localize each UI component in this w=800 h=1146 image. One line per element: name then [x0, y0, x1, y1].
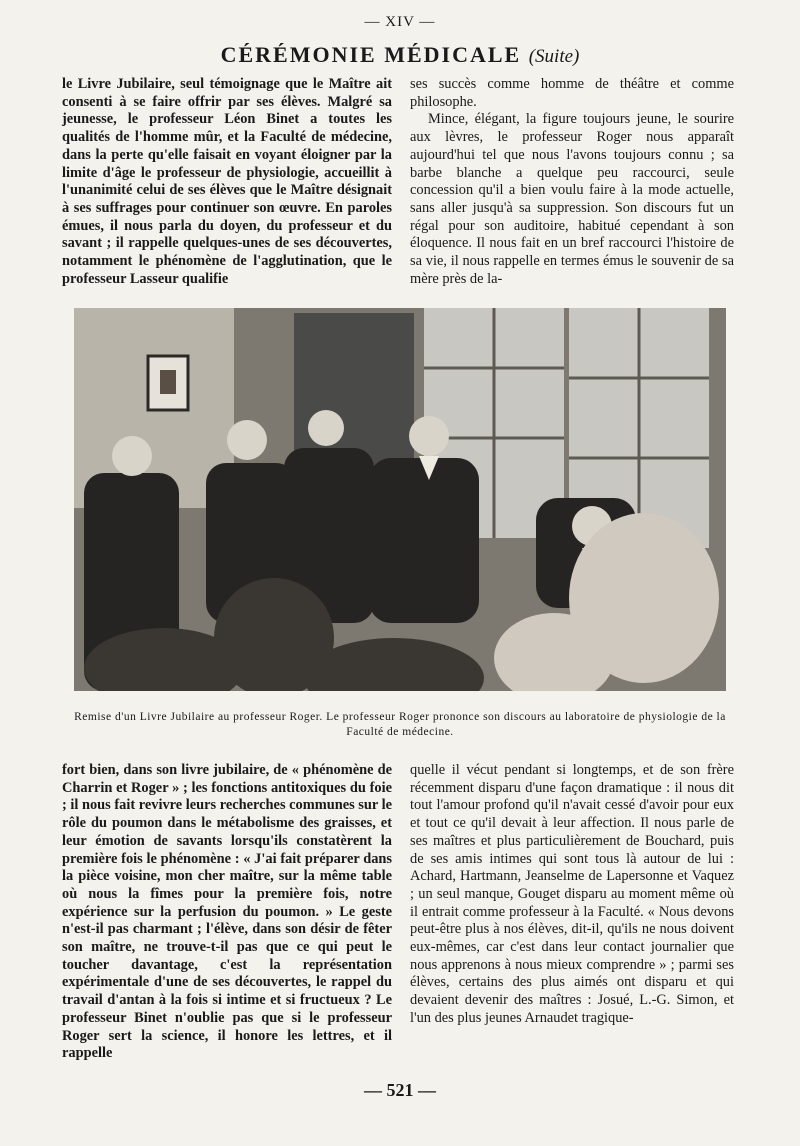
paragraph: ses succès comme homme de théâtre et comme philosophe.: [410, 76, 734, 110]
section-title-suite: (Suite): [528, 46, 580, 67]
paragraph: Mince, élégant, la figure toujours jeune, le sourire aux lèvres, le professeur Roger nous apparaît aujourd'hui tel que nous l'avons toujours connu ; sa barbe blanche a quelque peu raccourci, seule concession qu'il a bien voulu faire à la mode actuelle, sans aller jusqu'à sa suppression. Son discours fut un régal pour son auditoire, habitué cependant à son éloquence. Il nous fait en un bref raccourci l'histoire de sa vie, il nous rappelle en termes émus le souvenir de sa mère près de la-: [410, 111, 734, 287]
paragraph: fort bien, dans son livre jubilaire, de « phénomène de Charrin et Roger » ; les fonctions antitoxiques du foie ; il nous fait revivre leurs recherches communes sur le rôle du poumon dans le métabolisme des graisses, et leur émotion de savants lorsqu'ils constatèrent la première fois le phénomène : « J'ai fait préparer dans la pièce voisine, mon cher maître, sur la même table où nous la fîmes pour la première fois, notre expérience sur la perfusion du poumon. » Le geste n'est-il pas charmant ; l'élève, dans son désir de fêter son maître, ne trouve-t-il pas que ce qui peut le toucher davantage, c'est la représentation expérimentale d'une de ses découvertes, le rappel du travail d'antan à la fois si intime et si fructueux ? Le professeur Binet n'oublie pas que si le professeur Roger sert la science, il honore les lettres, et il rappelle: [62, 762, 393, 1062]
section-title-text: CÉRÉMONIE MÉDICALE: [220, 42, 522, 67]
paragraph: le Livre Jubilaire, seul témoignage que le Maître ait consenti à se faire offrir par ses élèves. Malgré sa jeunesse, le professeur Léon Binet a toutes les qualités de l'homme mûr, et la Faculté de médecine, dans la perte qu'elle faisait en voyant éloigner par la limite d'âge le professeur de physiologie, accueillit à l'unanimité celui de ses élèves que le Maître désignait à ses suffrages pour continuer son œuvre. En paroles émues, il nous parla du doyen, du professeur et du savant ; il rappelle quelques-unes de ses découvertes, notamment le phénomène de l'agglutination, que le professeur Lasseur qualifie: [62, 76, 392, 287]
photo-caption: Remise d'un Livre Jubilaire au professeur Roger. Le professeur Roger prononce son discours au laboratoire de physiologie de la Faculté de médecine.: [74, 711, 726, 738]
column-top-left: [62, 76, 392, 288]
section-title: [0, 42, 800, 68]
column-bottom-left: [62, 762, 392, 1063]
running-head: — XIV —: [364, 14, 436, 30]
paragraph: quelle il vécut pendant si longtemps, et de son frère récemment disparu d'une façon dramatique : il nous dit tout l'amour profond qu'il n'avait cessé d'avoir pour eux et tout ce qu'il devait à leur affection. Il nous parle de ses maîtres et plus particulièrement de Bouchard, puis de ses amis intimes qui sont tous là autour de lui : Achard, Hartmann, Jeanselme de Lapersonne et Vaquez ; un seul manque, Gouget disparu au moment même où il entrait comme professeur à la Faculté. « Nous devons peut-être plus à nos élèves, dit-il, qu'ils ne nous doivent eux-mêmes, car c'est dans leur contact journalier que nous apprenons à nous mieux comprendre » ; parmi ses élèves, certains des plus aimés ont disparu et qui devaient devenir des maîtres : Josué, L.-G. Simon, et l'un des plus jeunes Arnaudet tragique-: [410, 762, 734, 1026]
ceremony-photograph: [74, 308, 726, 691]
column-top-right: [410, 76, 734, 288]
page-number: — 521 —: [364, 1080, 436, 1100]
photo-illustration: [74, 308, 726, 691]
column-bottom-right: [410, 762, 734, 1028]
